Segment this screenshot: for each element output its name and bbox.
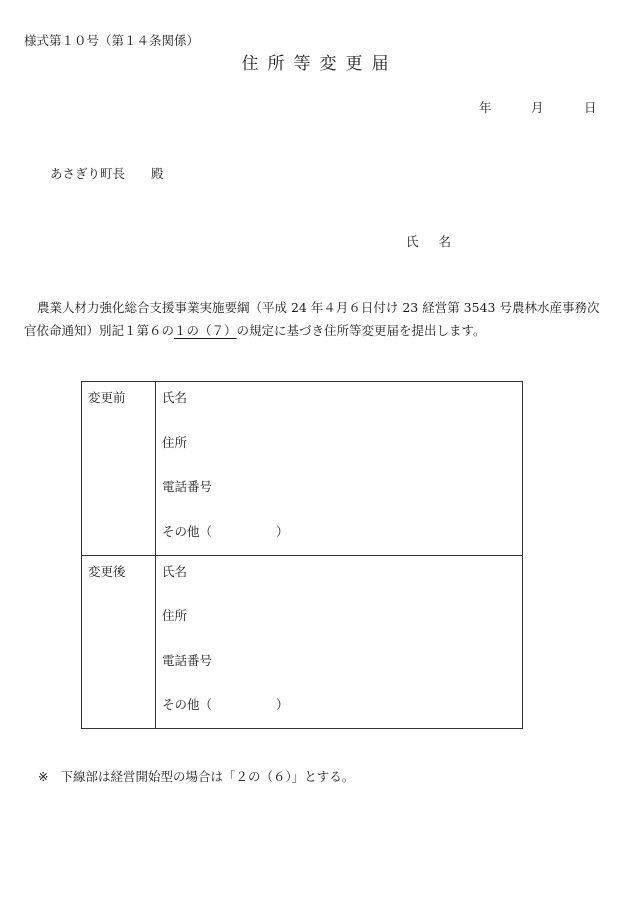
other-open-after: その他（	[162, 697, 213, 712]
row-label-after: 変更後	[82, 555, 156, 729]
field-before-name[interactable]: 氏名	[162, 390, 188, 405]
body-text-after: の規定に基づき住所等変更届を提出します。	[236, 323, 486, 338]
body-paragraph	[24, 296, 610, 342]
name-label-part2: 名	[438, 234, 452, 249]
change-table	[81, 381, 523, 729]
footnote-mark: ※	[38, 769, 49, 784]
field-before-phone[interactable]: 電話番号	[162, 479, 213, 494]
name-label-part1: 氏	[406, 234, 419, 249]
addressee-honorific: 殿	[151, 166, 164, 181]
field-after-phone[interactable]: 電話番号	[162, 652, 213, 668]
other-close-after: ）	[276, 697, 289, 712]
form-number: 様式第１０号（第１４条関係）	[24, 33, 200, 48]
addressee	[50, 164, 164, 182]
other-close-before: ）	[276, 523, 289, 539]
table-row-after	[82, 555, 523, 729]
field-after-address[interactable]: 住所	[162, 608, 188, 623]
footnote-text: 下線部は経営開始型の場合は「２の（６）」とする。	[60, 769, 355, 784]
addressee-name: あさぎり町長	[50, 166, 126, 181]
applicant-name-label	[406, 232, 451, 250]
body-text-before: 農業人材力強化総合支援事業実施要綱（平成 24 年４月６日付け 23 経営第 3543 号農林水産事務次官依命通知）別記１第６の	[24, 300, 600, 338]
table-row-before	[82, 382, 523, 556]
field-before-address[interactable]: 住所	[162, 434, 188, 450]
footnote	[38, 767, 354, 785]
row-label-before: 変更前	[82, 382, 156, 556]
date-day-label: 日	[584, 100, 597, 115]
field-before-other[interactable]	[162, 522, 522, 555]
field-after-other[interactable]	[162, 695, 522, 728]
other-open-before: その他（	[162, 523, 213, 539]
field-after-name[interactable]: 氏名	[162, 563, 188, 579]
date-year-label: 年	[479, 100, 492, 115]
fields-before	[156, 382, 523, 556]
document-title: 住所等変更届	[241, 54, 398, 74]
fields-after	[156, 555, 523, 729]
date-month-label: 月	[531, 100, 544, 115]
body-text-underlined: １の（７）	[174, 323, 237, 338]
